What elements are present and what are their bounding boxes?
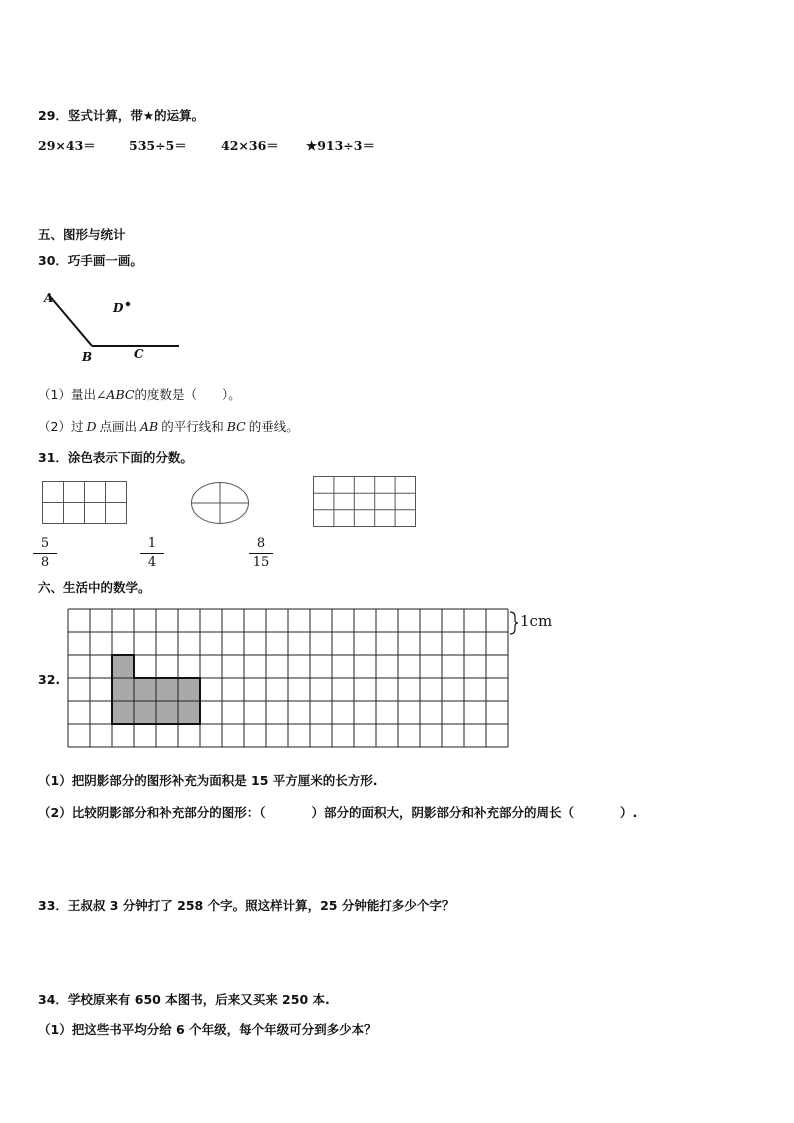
q30-part1	[38, 385, 241, 403]
q30-part2	[38, 417, 299, 435]
fraction-1-4-numerator: 1	[147, 536, 157, 551]
q29-item-4: ★913÷3＝	[306, 138, 375, 153]
q32-part2	[38, 803, 637, 821]
q31-title: 31．涂色表示下面的分数。	[38, 450, 193, 465]
fraction-5-8	[33, 536, 57, 571]
q29-title: 29．竖式计算，带★的运算。	[38, 108, 205, 123]
q29-item-3: 42×36＝	[221, 138, 279, 153]
fraction-8-15-numerator: 8	[256, 536, 266, 551]
q32-part2-mid: ）部分的面积大，阴影部分和补充部分的周长（	[311, 805, 574, 820]
q33-text: 33．王叔叔 3 分钟打了 258 个字。照这样计算，25 分钟能打多少个字？	[38, 898, 455, 913]
label-b: B	[82, 350, 93, 364]
shaded-cell	[112, 701, 134, 724]
q32-part2-post: ）.	[619, 805, 638, 820]
q30-part2-mid1: 点画出	[99, 419, 137, 434]
label-c: C	[134, 347, 144, 361]
q29-item-1: 29×43＝	[38, 138, 96, 153]
fraction-8-15-denominator: 15	[252, 555, 270, 570]
fraction-5-8-denominator: 8	[40, 555, 50, 570]
q34-part1: （1）把这些书平均分给 6 个年级，每个年级可分到多少本？	[38, 1022, 377, 1037]
shaded-cell	[134, 678, 156, 701]
grid-4x2	[42, 481, 128, 525]
label-a: A	[44, 291, 54, 305]
q34-text: 34．学校原来有 650 本图书，后来又买来 250 本.	[38, 992, 330, 1007]
shaded-cell	[112, 655, 134, 678]
section6-title: 六、生活中的数学。	[38, 580, 151, 595]
ellipse-quarters	[190, 481, 252, 527]
q30-title: 30．巧手画一画。	[38, 253, 143, 268]
grid-5x3	[313, 476, 417, 528]
angle-figure	[38, 286, 188, 366]
fraction-bar	[249, 553, 273, 554]
shaded-cell	[178, 678, 200, 701]
shaded-cell	[156, 701, 178, 724]
fraction-1-4-denominator: 4	[147, 555, 157, 570]
q32-number: 32.	[38, 672, 61, 687]
q30-part2-post: 的垂线。	[248, 419, 299, 434]
label-d: D	[113, 301, 124, 315]
fraction-5-8-numerator: 5	[40, 536, 50, 551]
q30-segment-ab: AB	[140, 419, 159, 434]
q30-segment-bc: BC	[226, 419, 246, 434]
section5-title: 五、图形与统计	[38, 227, 126, 242]
q32-part2-pre: （2）比较阴影部分和补充部分的图形：（	[38, 805, 266, 820]
fraction-1-4	[140, 536, 164, 571]
shaded-cell	[178, 701, 200, 724]
q30-part1-pre: （1）量出	[38, 387, 96, 402]
unit-brace-icon	[509, 611, 519, 635]
q30-part2-pre: （2）过	[38, 419, 84, 434]
q30-angle-abc: ∠ABC	[95, 387, 135, 402]
square-grid	[67, 608, 511, 750]
q32-part1: （1）把阴影部分的图形补充为面积是 15 平方厘米的长方形.	[38, 773, 378, 788]
q30-point-d: D	[86, 419, 97, 434]
fraction-bar	[140, 553, 164, 554]
q30-part1-post: 的度数是（ ）。	[134, 387, 241, 402]
shaded-cell	[112, 678, 134, 701]
q30-part2-mid2: 的平行线和	[161, 419, 224, 434]
q29-item-2: 535÷5＝	[129, 138, 187, 153]
shaded-cell	[156, 678, 178, 701]
fraction-bar	[33, 553, 57, 554]
fraction-8-15	[249, 536, 273, 571]
unit-label: 1cm	[520, 612, 553, 630]
shaded-cell	[134, 701, 156, 724]
